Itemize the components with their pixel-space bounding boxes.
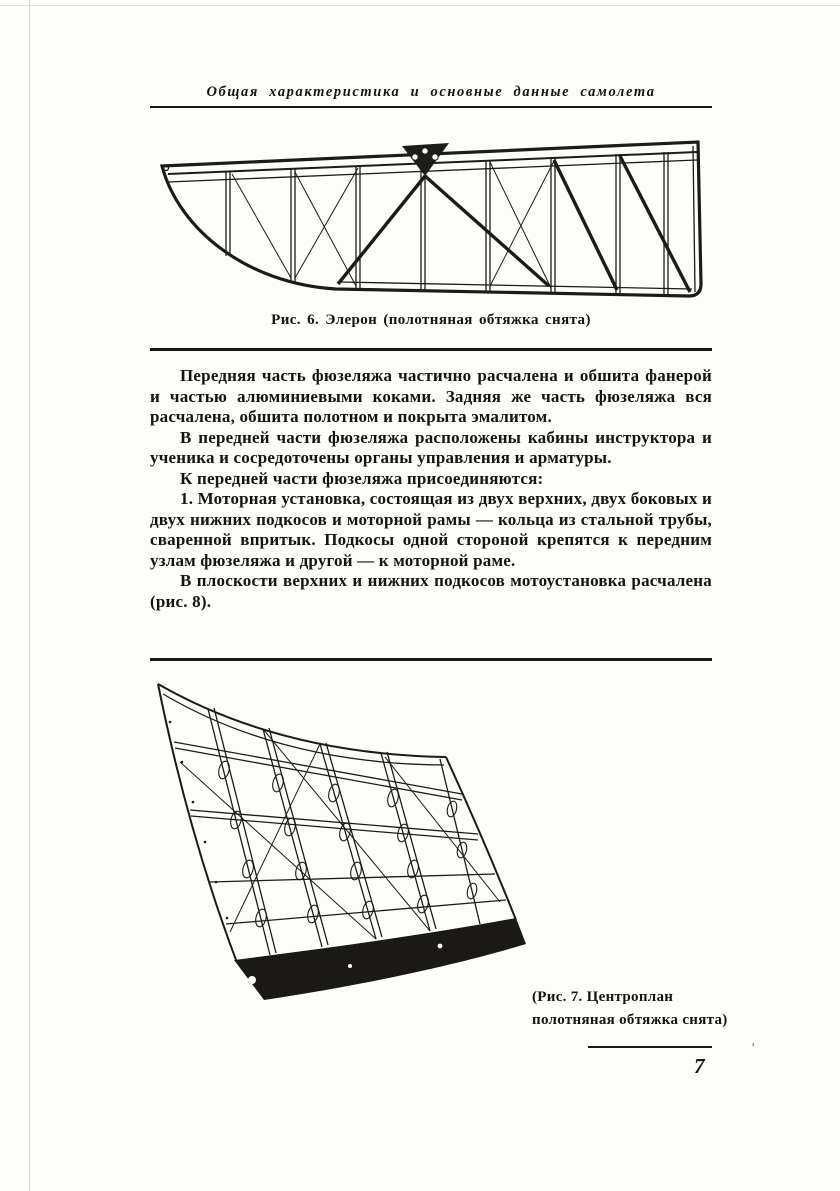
page-edge-line bbox=[29, 0, 30, 1191]
footer-rule bbox=[588, 1046, 712, 1048]
figure7-centroplane-drawing bbox=[130, 662, 530, 1042]
paragraph-1: Передняя часть фюзеляжа частично расчалена и обшита фанерой и частью алюминиевыми коками. Задняя же часть фюзеляжа вся расчалена, обшита полотном и покрыта эмалитом. bbox=[150, 366, 712, 426]
page-number: 7 bbox=[694, 1054, 705, 1078]
figure7-caption-line1: (Рис. 7. Центроплан bbox=[532, 989, 674, 1005]
running-header: Общая характеристика и основные данные самолета bbox=[206, 84, 656, 100]
page-top-edge-line bbox=[0, 5, 840, 6]
divider-rule-bottom bbox=[150, 658, 712, 661]
divider-rule-top bbox=[150, 348, 712, 351]
paragraph-5: В плоскости верхних и нижних подкосов мотоустановка расчалена (рис. 8). bbox=[150, 571, 712, 611]
figure6-diagonal-braces bbox=[338, 156, 690, 292]
body-text bbox=[150, 366, 712, 612]
figure6-caption: Рис. 6. Элерон (полотняная обтяжка снята) bbox=[271, 312, 591, 328]
paragraph-2: В передней части фюзеляжа расположены кабины инструктора и ученика и сосредоточены органы управления и арматуры. bbox=[150, 427, 712, 467]
figure7-ribs bbox=[208, 708, 480, 955]
paragraph-3: К передней части фюзеляжа присоединяются: bbox=[180, 468, 544, 488]
figure7-caption-line2: полотняная обтяжка снята) bbox=[532, 1012, 728, 1028]
header-rule bbox=[150, 106, 712, 108]
figure6-aileron-drawing bbox=[152, 126, 710, 306]
scan-artifact-mark: ' bbox=[752, 1040, 755, 1055]
figure6-bracing-wires bbox=[232, 159, 555, 288]
paragraph-4: 1. Моторная установка, состоящая из двух верхних, двух боковых и двух нижних подкосов и моторной рамы — кольца из стальной трубы, сваренной впритык. Подкосы одной стороной крепятся к передним узлам фюзеляжа и другой — к моторной раме. bbox=[150, 489, 712, 570]
figure7-caption bbox=[532, 986, 762, 1032]
